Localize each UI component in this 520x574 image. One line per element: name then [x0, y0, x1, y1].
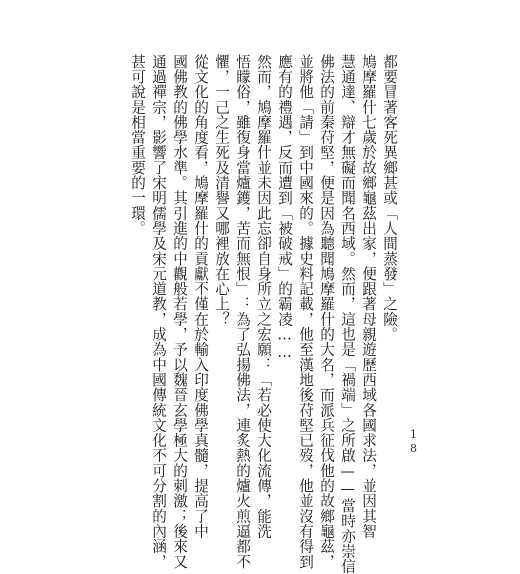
- text-column-10: 從文化的角度看，鳩摩羅什的貢獻不僅在於輸入印度佛學真髓，提高了中: [192, 54, 209, 539]
- page-number: 18: [407, 428, 420, 456]
- text-column-7: 然而，鳩摩羅什並未因此忘卻自身所立之宏願：「若必使大化流傳，能洗: [255, 54, 272, 539]
- text-column-4: 佛法的前秦苻堅，便是因為聽聞鳩摩羅什的大名，而派兵征伐他的故鄉龜茲，: [318, 54, 335, 570]
- text-column-11: 國佛教的佛學水準。其引進的中觀般若學，予以魏晉玄學極大的刺激；後來又: [171, 54, 188, 570]
- text-column-12: 通過禪宗，影響了宋明儒學及宋元道教，成為中國傳統文化不可分割的內涵，: [150, 54, 167, 570]
- text-column-3: 慧通達、辯才無礙而聞名西域。然而，這也是「禍端」之所啟——當時亦崇信: [339, 54, 356, 574]
- text-column-9: 懼，一己之生死及清譽又哪裡放在心上？: [213, 54, 230, 327]
- text-column-8: 悟矇俗，雖復身當爐鑊，苦而無恨」：為了弘揚佛法，連炙熱的爐火煎逼都不: [234, 54, 251, 570]
- text-column-1: 都要冒著客死異鄉甚或「人間蒸發」之險。: [381, 54, 398, 342]
- text-column-13: 甚可說是相當重要的一環。: [129, 54, 146, 236]
- text-column-2: 鳩摩羅什七歲於故鄉龜茲出家，便跟著母親遊歷西域各國求法，並因其智: [360, 54, 377, 539]
- text-column-6: 應有的禮遇，反而遭到「被破戒」的霸凌……: [276, 54, 293, 362]
- text-column-5: 並將他「請」到中國來的。據史料記載，他至漢地後苻堅已歿，他並沒有得到: [297, 54, 314, 570]
